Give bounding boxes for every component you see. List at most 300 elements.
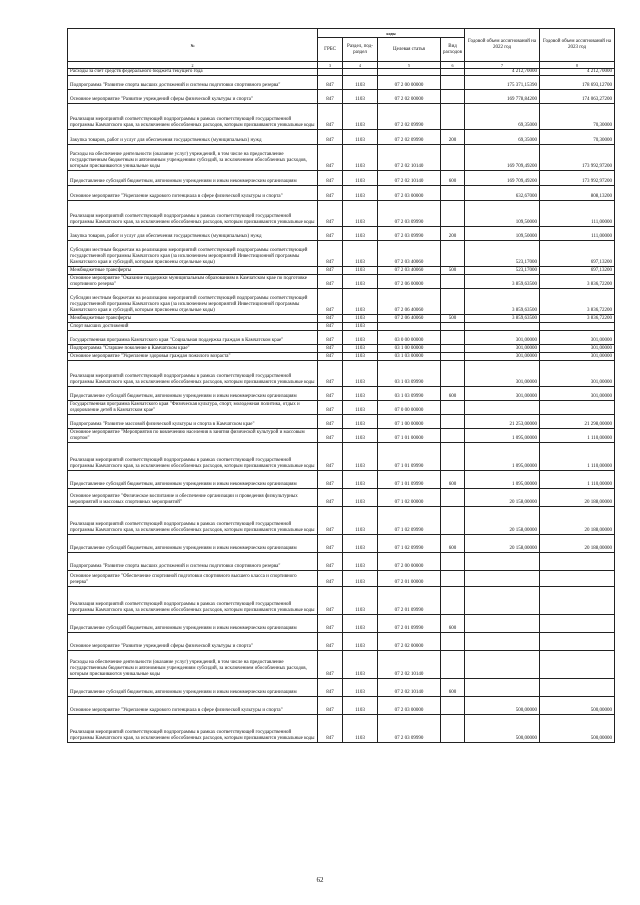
table-row: [68, 387, 615, 401]
row-amount-2023: 70,30000: [540, 104, 615, 130]
row-section-code: 1103: [343, 651, 378, 679]
row-grbs-code: 847: [318, 130, 343, 145]
column-number: 6: [441, 62, 465, 69]
row-name: Реализация мероприятий соответствующей подпрограммы в рамках соответствующей государственной программы Камчатского края, за исключением обособленных расходов, которым присваиваются уникальные коды: [68, 361, 318, 387]
row-section-code: 1103: [343, 145, 378, 171]
row-target-article: 07 2 03 09990: [378, 227, 441, 241]
row-amount-2023: [540, 651, 615, 679]
expense-type-header: Вид расходов: [441, 38, 465, 62]
row-section-code: 1103: [343, 171, 378, 186]
row-grbs-code: 847: [318, 315, 343, 323]
row-grbs-code: 847: [318, 345, 343, 353]
row-section-code: 1103: [343, 76, 378, 90]
row-amount-2023: [540, 553, 615, 571]
row-name: Подпрограмма "Развитие спорта высших достижений и системы подготовки спортивного резерва": [68, 553, 318, 571]
row-section-code: 1103: [343, 587, 378, 615]
table-row: [68, 90, 615, 104]
row-expense-type: [441, 69, 465, 76]
row-amount-2023: 808,13200: [540, 186, 615, 201]
row-grbs-code: 847: [318, 241, 343, 267]
row-expense-type: [441, 275, 465, 289]
column-number: 8: [540, 62, 615, 69]
table-row: [68, 69, 615, 76]
row-target-article: 07 2 02 00000: [378, 633, 441, 651]
row-section-code: 1103: [343, 289, 378, 315]
budget-sheet: [67, 28, 614, 743]
table-row: [68, 361, 615, 387]
row-expense-type: [441, 289, 465, 315]
table-row: [68, 267, 615, 275]
row-name: Закупка товаров, работ и услуг для обеспечения государственных (муниципальных) нужд: [68, 227, 318, 241]
row-section-code: 1103: [343, 387, 378, 401]
row-name: Предоставление субсидий бюджетным, автономным учреждениям и иным некоммерческим организациям: [68, 471, 318, 489]
row-expense-type: 600: [441, 679, 465, 697]
table-row: [68, 507, 615, 535]
table-row: [68, 171, 615, 186]
table-row: [68, 679, 615, 697]
budget-table: [67, 28, 615, 743]
row-amount-2022: 500,00000: [465, 697, 540, 715]
row-amount-2023: 174 063,27200: [540, 90, 615, 104]
year-2023-header: Годовой объем ассигнований на 2023 год: [540, 29, 615, 62]
row-expense-type: 600: [441, 535, 465, 553]
row-target-article: 07 1 01 09990: [378, 471, 441, 489]
row-expense-type: [441, 401, 465, 415]
row-section-code: 1103: [343, 633, 378, 651]
column-number: 5: [378, 62, 441, 69]
row-grbs-code: 847: [318, 679, 343, 697]
row-section-code: 1103: [343, 345, 378, 353]
row-grbs-code: 847: [318, 507, 343, 535]
row-expense-type: [441, 587, 465, 615]
row-name: Субсидии местным бюджетам на реализацию мероприятий соответствующей подпрограммы соответствующей государственной программы Камчатского края (за исключением мероприятий Инвестиционной программы Камчатского края и субсидий, которым присвоены отдельные коды): [68, 241, 318, 267]
row-grbs-code: 847: [318, 401, 343, 415]
row-section-code: 1103: [343, 130, 378, 145]
row-grbs-code: 847: [318, 697, 343, 715]
row-amount-2022: 1 095,00000: [465, 429, 540, 443]
table-row: [68, 315, 615, 323]
row-name: Основное мероприятие "Укрепление кадрового потенциала в сфере физической культуры и спорта": [68, 186, 318, 201]
row-amount-2022: [465, 651, 540, 679]
row-amount-2022: 632,67000: [465, 186, 540, 201]
row-amount-2023: 3 836,72200: [540, 275, 615, 289]
row-amount-2022: [465, 633, 540, 651]
table-body: [68, 69, 615, 743]
row-expense-type: [441, 415, 465, 429]
row-amount-2022: 301,00000: [465, 345, 540, 353]
row-name: Реализация мероприятий соответствующей подпрограммы в рамках соответствующей государственной программы Камчатского края, за исключением обособленных расходов, которым присваиваются уникальные коды: [68, 443, 318, 471]
row-expense-type: [441, 715, 465, 743]
row-amount-2023: 697,13200: [540, 241, 615, 267]
row-grbs-code: 847: [318, 227, 343, 241]
row-grbs-code: 847: [318, 186, 343, 201]
row-name: Расходы за счет средств федерального бюджета текущего года: [68, 69, 318, 76]
row-expense-type: 200: [441, 130, 465, 145]
row-target-article: 07 2 03 00000: [378, 186, 441, 201]
row-target-article: 07 2 03 09990: [378, 715, 441, 743]
row-grbs-code: 847: [318, 615, 343, 633]
row-name: Реализация мероприятий соответствующей подпрограммы в рамках соответствующей государственной программы Камчатского края, за исключением обособленных расходов, которым присваиваются уникальные коды: [68, 587, 318, 615]
column-number: 2: [68, 62, 318, 69]
row-name: Основное мероприятие "Оказание поддержки муниципальным образованиям в Камчатском крае по подготовке спортивного резерва": [68, 275, 318, 289]
row-section-code: 1103: [343, 489, 378, 507]
row-expense-type: [441, 697, 465, 715]
row-target-article: 07 2 02 09990: [378, 104, 441, 130]
row-amount-2022: 523,17000: [465, 241, 540, 267]
grbs-header: ГРБС: [318, 38, 343, 62]
row-name: Реализация мероприятий соответствующей подпрограммы в рамках соответствующей государственной программы Камчатского края, за исключением обособленных расходов, которым присваиваются уникальные коды: [68, 201, 318, 227]
codes-group-header: коды: [318, 29, 465, 38]
row-name: Подпрограмма "Старшее поколение в Камчатском крае": [68, 345, 318, 353]
row-name: Государственная программа Камчатского края "Физическая культура, спорт, молодежная политика, отдых и оздоровление детей в Камчатском крае": [68, 401, 318, 415]
table-row: [68, 651, 615, 679]
row-expense-type: [441, 104, 465, 130]
row-amount-2023: [540, 633, 615, 651]
row-expense-type: [441, 361, 465, 387]
page-number: 62: [316, 876, 324, 884]
table-header: [68, 29, 615, 69]
row-section-code: 1103: [343, 697, 378, 715]
row-grbs-code: 847: [318, 267, 343, 275]
table-row: [68, 715, 615, 743]
row-grbs-code: 847: [318, 104, 343, 130]
row-section-code: 1103: [343, 331, 378, 345]
row-grbs-code: 847: [318, 415, 343, 429]
row-target-article: 07 2 02 09990: [378, 130, 441, 145]
row-target-article: 03 1 00 00000: [378, 345, 441, 353]
row-amount-2022: 21 253,00000: [465, 415, 540, 429]
row-amount-2023: 3 836,72200: [540, 315, 615, 323]
row-expense-type: 600: [441, 171, 465, 186]
table-row: [68, 275, 615, 289]
row-amount-2022: 4 212,70000: [465, 69, 540, 76]
row-amount-2022: 301,00000: [465, 361, 540, 387]
row-name: Основное мероприятие "Физическое воспитание и обеспечение организации и проведения физкультурных мероприятий и массовых спортивных мероприятий": [68, 489, 318, 507]
row-grbs-code: 847: [318, 651, 343, 679]
row-expense-type: [441, 145, 465, 171]
row-grbs-code: 847: [318, 323, 343, 331]
row-amount-2022: 500,00000: [465, 715, 540, 743]
row-expense-type: [441, 571, 465, 587]
row-name: Основное мероприятие "Обеспечение спортивной подготовки спортивного высшего класса и спортивного резерва": [68, 571, 318, 587]
row-target-article: [378, 69, 441, 76]
row-amount-2022: 3 859,63500: [465, 315, 540, 323]
row-amount-2023: 111,00000: [540, 201, 615, 227]
row-name: Реализация мероприятий соответствующей подпрограммы в рамках соответствующей государственной программы Камчатского края, за исключением обособленных расходов, которым присваиваются уникальные коды: [68, 715, 318, 743]
row-grbs-code: 847: [318, 361, 343, 387]
table-row: [68, 415, 615, 429]
row-amount-2022: 1 095,00000: [465, 471, 540, 489]
row-grbs-code: 847: [318, 90, 343, 104]
row-target-article: 03 1 03 09990: [378, 361, 441, 387]
row-section-code: 1103: [343, 90, 378, 104]
row-amount-2023: 1 110,00000: [540, 471, 615, 489]
row-amount-2022: 109,50000: [465, 227, 540, 241]
row-amount-2022: 169 778,84200: [465, 90, 540, 104]
row-expense-type: [441, 507, 465, 535]
table-row: [68, 489, 615, 507]
row-amount-2023: 70,30000: [540, 130, 615, 145]
column-number: 4: [343, 62, 378, 69]
row-amount-2023: 173 992,97200: [540, 145, 615, 171]
row-grbs-code: 847: [318, 171, 343, 186]
table-row: [68, 535, 615, 553]
row-section-code: 1103: [343, 201, 378, 227]
row-amount-2022: 109,50000: [465, 201, 540, 227]
row-section-code: 1103: [343, 535, 378, 553]
row-amount-2023: [540, 615, 615, 633]
table-row: [68, 443, 615, 471]
row-section-code: 1103: [343, 443, 378, 471]
row-section-code: 1103: [343, 361, 378, 387]
row-amount-2023: 697,13200: [540, 267, 615, 275]
row-section-code: 1103: [343, 615, 378, 633]
table-row: [68, 289, 615, 315]
row-grbs-code: 847: [318, 429, 343, 443]
table-row: [68, 615, 615, 633]
row-amount-2023: [540, 587, 615, 615]
row-grbs-code: 847: [318, 443, 343, 471]
row-section-code: 1103: [343, 401, 378, 415]
row-expense-type: [441, 553, 465, 571]
row-name: Реализация мероприятий соответствующей подпрограммы в рамках соответствующей государственной программы Камчатского края, за исключением обособленных расходов, которым присваиваются уникальные коды: [68, 507, 318, 535]
row-grbs-code: 847: [318, 715, 343, 743]
row-expense-type: [441, 186, 465, 201]
row-section-code: 1103: [343, 679, 378, 697]
row-amount-2023: 20 188,00000: [540, 507, 615, 535]
row-expense-type: [441, 429, 465, 443]
section-header: Раздел, под-раздел: [343, 38, 378, 62]
row-target-article: 07 2 02 00000: [378, 90, 441, 104]
row-amount-2022: [465, 401, 540, 415]
table-row: [68, 571, 615, 587]
row-name: Основное мероприятие "Укрепление здоровья граждан пожилого возраста": [68, 353, 318, 361]
row-expense-type: 600: [441, 615, 465, 633]
row-target-article: 03 1 03 00000: [378, 353, 441, 361]
table-row: [68, 227, 615, 241]
row-target-article: 07 2 01 00000: [378, 571, 441, 587]
table-row: [68, 76, 615, 90]
table-row: [68, 401, 615, 415]
table-row: [68, 323, 615, 331]
row-grbs-code: 847: [318, 201, 343, 227]
row-target-article: 07 2 03 00000: [378, 697, 441, 715]
row-amount-2022: [465, 587, 540, 615]
row-expense-type: [441, 201, 465, 227]
row-amount-2022: 175 371,15390: [465, 76, 540, 90]
no-column-header: №: [68, 29, 318, 62]
table-row: [68, 331, 615, 345]
row-amount-2023: 173 992,97200: [540, 171, 615, 186]
column-number: 3: [318, 62, 343, 69]
row-expense-type: 500: [441, 315, 465, 323]
column-number-row: [68, 62, 615, 69]
row-amount-2022: 3 859,63500: [465, 275, 540, 289]
row-name: Закупка товаров, работ и услуг для обеспечения государственных (муниципальных) нужд: [68, 130, 318, 145]
row-section-code: 1103: [343, 227, 378, 241]
row-section-code: 1103: [343, 315, 378, 323]
row-name: Основное мероприятие "Развитие учреждений сферы физической культуры и спорта": [68, 633, 318, 651]
row-amount-2022: [465, 615, 540, 633]
row-name: Спорт высших достижений: [68, 323, 318, 331]
row-grbs-code: 847: [318, 76, 343, 90]
row-expense-type: [441, 241, 465, 267]
row-expense-type: 500: [441, 267, 465, 275]
row-grbs-code: 847: [318, 587, 343, 615]
row-name: Межбюджетные трансферты: [68, 267, 318, 275]
row-section-code: 1103: [343, 507, 378, 535]
row-expense-type: [441, 323, 465, 331]
row-amount-2023: [540, 571, 615, 587]
row-amount-2022: 301,00000: [465, 331, 540, 345]
row-amount-2022: 69,35000: [465, 130, 540, 145]
row-amount-2023: [540, 323, 615, 331]
row-section-code: 1103: [343, 323, 378, 331]
row-target-article: 07 1 01 00000: [378, 429, 441, 443]
row-target-article: 03 1 03 09990: [378, 387, 441, 401]
row-grbs-code: 847: [318, 571, 343, 587]
row-expense-type: 200: [441, 227, 465, 241]
row-target-article: 07 2 00 00000: [378, 76, 441, 90]
row-amount-2023: 301,00000: [540, 353, 615, 361]
row-name: Реализация мероприятий соответствующей подпрограммы в рамках соответствующей государственной программы Камчатского края, за исключением обособленных расходов, которым присваиваются уникальные коды: [68, 104, 318, 130]
row-target-article: 07 2 02 10140: [378, 171, 441, 186]
row-target-article: 07 2 02 10140: [378, 145, 441, 171]
row-amount-2022: [465, 553, 540, 571]
table-row: [68, 553, 615, 571]
table-row: [68, 130, 615, 145]
row-expense-type: [441, 345, 465, 353]
row-target-article: [378, 323, 441, 331]
row-target-article: 07 2 01 09990: [378, 587, 441, 615]
row-name: Расходы на обеспечение деятельности (оказание услуг) учреждений, в том числе на предоставление государственным бюджетным и автономным учреждениям субсидий, за исключением обособленных расходов, которым присваиваются уникальные коды: [68, 145, 318, 171]
row-amount-2022: 20 158,00000: [465, 489, 540, 507]
row-expense-type: [441, 651, 465, 679]
row-name: Подпрограмма "Развитие спорта высших достижений и системы подготовки спортивного резерва": [68, 76, 318, 90]
row-amount-2023: 111,00000: [540, 227, 615, 241]
table-row: [68, 345, 615, 353]
row-amount-2022: 169 709,49200: [465, 145, 540, 171]
row-expense-type: [441, 90, 465, 104]
table-row: [68, 104, 615, 130]
table-row: [68, 201, 615, 227]
row-amount-2022: 169 709,49200: [465, 171, 540, 186]
table-row: [68, 587, 615, 615]
row-section-code: 1103: [343, 104, 378, 130]
row-section-code: 1103: [343, 353, 378, 361]
row-grbs-code: 847: [318, 331, 343, 345]
row-target-article: 07 2 02 10140: [378, 651, 441, 679]
row-amount-2023: 500,00000: [540, 715, 615, 743]
row-amount-2023: 4 212,70000: [540, 69, 615, 76]
row-section-code: 1103: [343, 241, 378, 267]
row-target-article: 07 1 02 09990: [378, 535, 441, 553]
row-expense-type: [441, 633, 465, 651]
table-row: [68, 353, 615, 361]
row-amount-2023: [540, 679, 615, 697]
row-name: Межбюджетные трансферты: [68, 315, 318, 323]
row-grbs-code: 847: [318, 471, 343, 489]
row-amount-2023: 301,00000: [540, 387, 615, 401]
row-expense-type: [441, 331, 465, 345]
row-name: Субсидии местным бюджетам на реализацию мероприятий соответствующей подпрограммы соответствующей государственной программы Камчатского края (за исключением мероприятий Инвестиционной программы Камчатского края и субсидий, которым присвоены отдельные коды): [68, 289, 318, 315]
row-target-article: 07 2 01 09990: [378, 615, 441, 633]
target-article-header: Целевая статья: [378, 38, 441, 62]
row-amount-2023: 20 188,00000: [540, 535, 615, 553]
row-section-code: 1103: [343, 571, 378, 587]
table-row: [68, 145, 615, 171]
row-name: Государственная программа Камчатского края "Социальная поддержка граждан в Камчатском крае": [68, 331, 318, 345]
row-grbs-code: 847: [318, 275, 343, 289]
row-expense-type: [441, 353, 465, 361]
row-target-article: 07 1 02 09990: [378, 507, 441, 535]
row-target-article: 07 2 02 10140: [378, 679, 441, 697]
table-row: [68, 429, 615, 443]
column-number: 7: [465, 62, 540, 69]
row-grbs-code: 847: [318, 633, 343, 651]
row-amount-2022: [465, 679, 540, 697]
table-row: [68, 241, 615, 267]
row-amount-2023: 301,00000: [540, 361, 615, 387]
row-target-article: 07 2 03 40060: [378, 267, 441, 275]
row-grbs-code: [318, 69, 343, 76]
year-2022-header: Годовой объем ассигнований на 2022 год: [465, 29, 540, 62]
row-expense-type: [441, 76, 465, 90]
row-section-code: 1103: [343, 267, 378, 275]
row-expense-type: 600: [441, 471, 465, 489]
row-amount-2023: 301,00000: [540, 345, 615, 353]
row-amount-2022: 301,00000: [465, 353, 540, 361]
row-amount-2023: 178 693,12700: [540, 76, 615, 90]
row-grbs-code: 847: [318, 387, 343, 401]
row-target-article: 07 2 06 40060: [378, 289, 441, 315]
row-grbs-code: 847: [318, 353, 343, 361]
row-amount-2022: 3 859,63500: [465, 289, 540, 315]
row-name: Основное мероприятие "Мероприятия по вовлечению населения в занятия физической культурой и массовым спортом": [68, 429, 318, 443]
row-grbs-code: 847: [318, 289, 343, 315]
row-expense-type: [441, 489, 465, 507]
row-expense-type: 600: [441, 387, 465, 401]
row-amount-2023: 301,00000: [540, 331, 615, 345]
row-target-article: 07 2 06 00000: [378, 275, 441, 289]
row-grbs-code: 847: [318, 535, 343, 553]
row-target-article: 07 0 00 00000: [378, 401, 441, 415]
row-name: Предоставление субсидий бюджетным, автономным учреждениям и иным некоммерческим организациям: [68, 679, 318, 697]
row-target-article: 07 2 06 40060: [378, 315, 441, 323]
row-grbs-code: 847: [318, 489, 343, 507]
row-target-article: 03 0 00 00000: [378, 331, 441, 345]
row-section-code: 1103: [343, 186, 378, 201]
row-amount-2022: [465, 323, 540, 331]
row-section-code: 1103: [343, 471, 378, 489]
table-row: [68, 697, 615, 715]
row-amount-2023: 500,00000: [540, 697, 615, 715]
row-amount-2022: 20 158,00000: [465, 535, 540, 553]
row-name: Предоставление субсидий бюджетным, автономным учреждениям и иным некоммерческим организациям: [68, 171, 318, 186]
row-target-article: 07 2 03 09990: [378, 201, 441, 227]
row-grbs-code: 847: [318, 553, 343, 571]
row-target-article: 07 1 01 09990: [378, 443, 441, 471]
table-row: [68, 186, 615, 201]
row-amount-2022: 301,00000: [465, 387, 540, 401]
row-amount-2023: 1 110,00000: [540, 429, 615, 443]
row-section-code: [343, 69, 378, 76]
row-target-article: 07 2 00 00000: [378, 553, 441, 571]
row-section-code: 1103: [343, 553, 378, 571]
row-amount-2022: 1 095,00000: [465, 443, 540, 471]
row-expense-type: [441, 443, 465, 471]
row-name: Подпрограмма "Развитие массовой физической культуры и спорта в Камчатском крае": [68, 415, 318, 429]
